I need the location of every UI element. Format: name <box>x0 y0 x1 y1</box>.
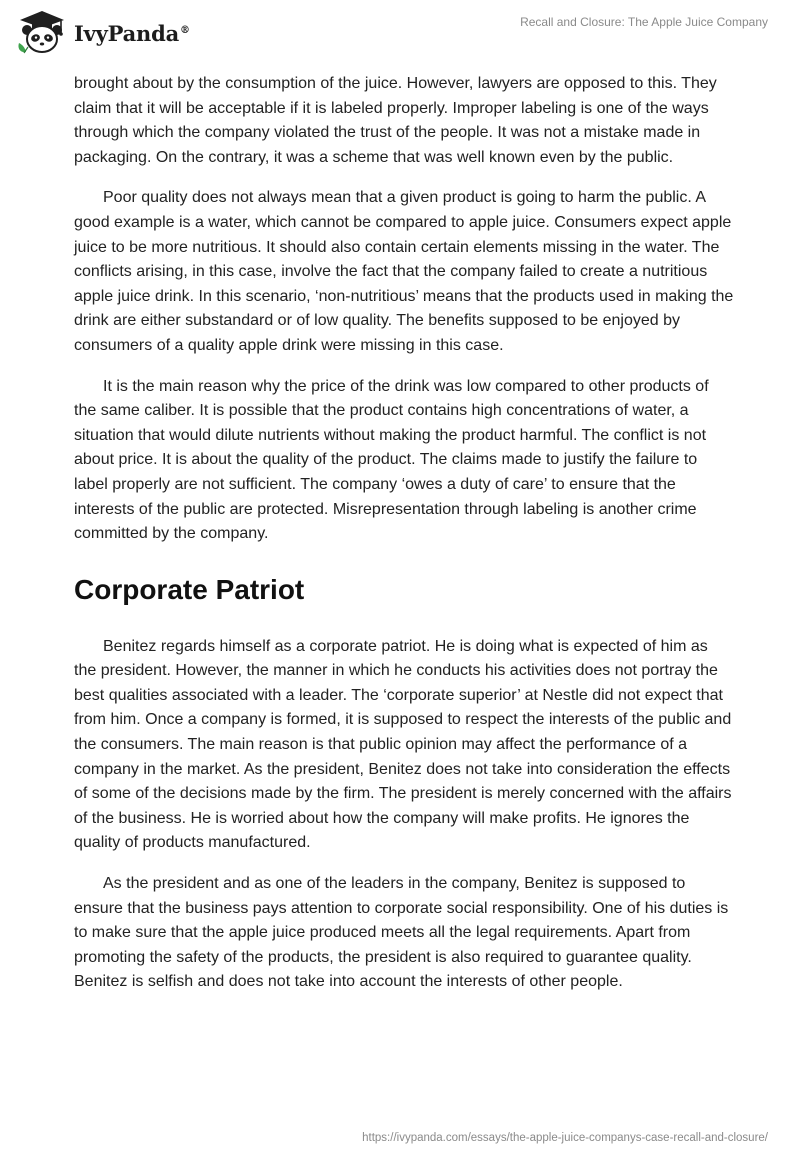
source-url[interactable]: https://ivypanda.com/essays/the-apple-juice-companys-case-recall-and-closure/ <box>362 1132 768 1144</box>
page-header <box>0 0 800 70</box>
brand-label: IvyPanda <box>74 20 180 46</box>
document-title: Recall and Closure: The Apple Juice Company <box>520 15 768 29</box>
panda-graduate-logo-icon <box>16 9 68 55</box>
paragraph: Benitez regards himself as a corporate patriot. He is doing what is expected of him as the president. However, the manner in which he conducts his activities does not portray the best qualities associated with a leader. The ‘corporate superior’ at Nestle did not expect that from him. Once a company is formed, it is supposed to respect the interests of the public and the consumers. The main reason is that public opinion may affect the performance of a company in the market. As the president, Benitez does not take into consideration the effects of some of the decisions made by the firm. The president is merely concerned with the affairs of the business. He is worried about how the company will make profits. He ignores the quality of products manufactured. <box>74 637 732 852</box>
paragraph: Poor quality does not always mean that a given product is going to harm the public. A good example is a water, which cannot be compared to apple juice. Consumers expect apple juice to be more nutritious. It should also contain certain elements missing in the water. The conflicts arising, in this case, involve the fact that the company failed to create a nutritious apple juice drink. In this scenario, ‘non-nutritious’ means that the products used in making the drink are either substandard or of low quality. The benefits supposed to be enjoyed by consumers of a quality apple drink were missing in this case. <box>74 189 734 354</box>
paragraph: As the president and as one of the leaders in the company, Benitez is supposed to ensure that the business pays attention to corporate social responsibility. One of his duties is to make sure that the apple juice produced meets all the legal requirements. Apart from promoting the safety of the products, the president is also required to guarantee quality. Benitez is selfish and does not take into account the interests of other people. <box>74 875 729 991</box>
paragraph: It is the main reason why the price of the drink was low compared to other products of the same caliber. It is possible that the product contains high concentrations of water, a situation that would dilute nutrients without making the product harmful. The conflict is not about price. It is about the quality of the product. The claims made to justify the failure to label properly are not sufficient. The company ‘owes a duty of care’ to ensure that the interests of the public are protected. Misrepresentation through labeling is another crime committed by the company. <box>74 377 709 543</box>
essay-content <box>74 72 734 1011</box>
paragraph-continued: brought about by the consumption of the juice. However, lawyers are opposed to this. They claim that it will be acceptable if it is labeled properly. Improper labeling is one of the ways through which the company violated the trust of the people. It was not a mistake made in packaging. On the contrary, it was a scheme that was well known even by the public. <box>74 75 717 166</box>
section-heading: Corporate Patriot <box>74 573 305 605</box>
brand-name <box>74 21 190 46</box>
registered-mark: ® <box>180 24 190 36</box>
ivypanda-logo[interactable] <box>16 9 190 55</box>
